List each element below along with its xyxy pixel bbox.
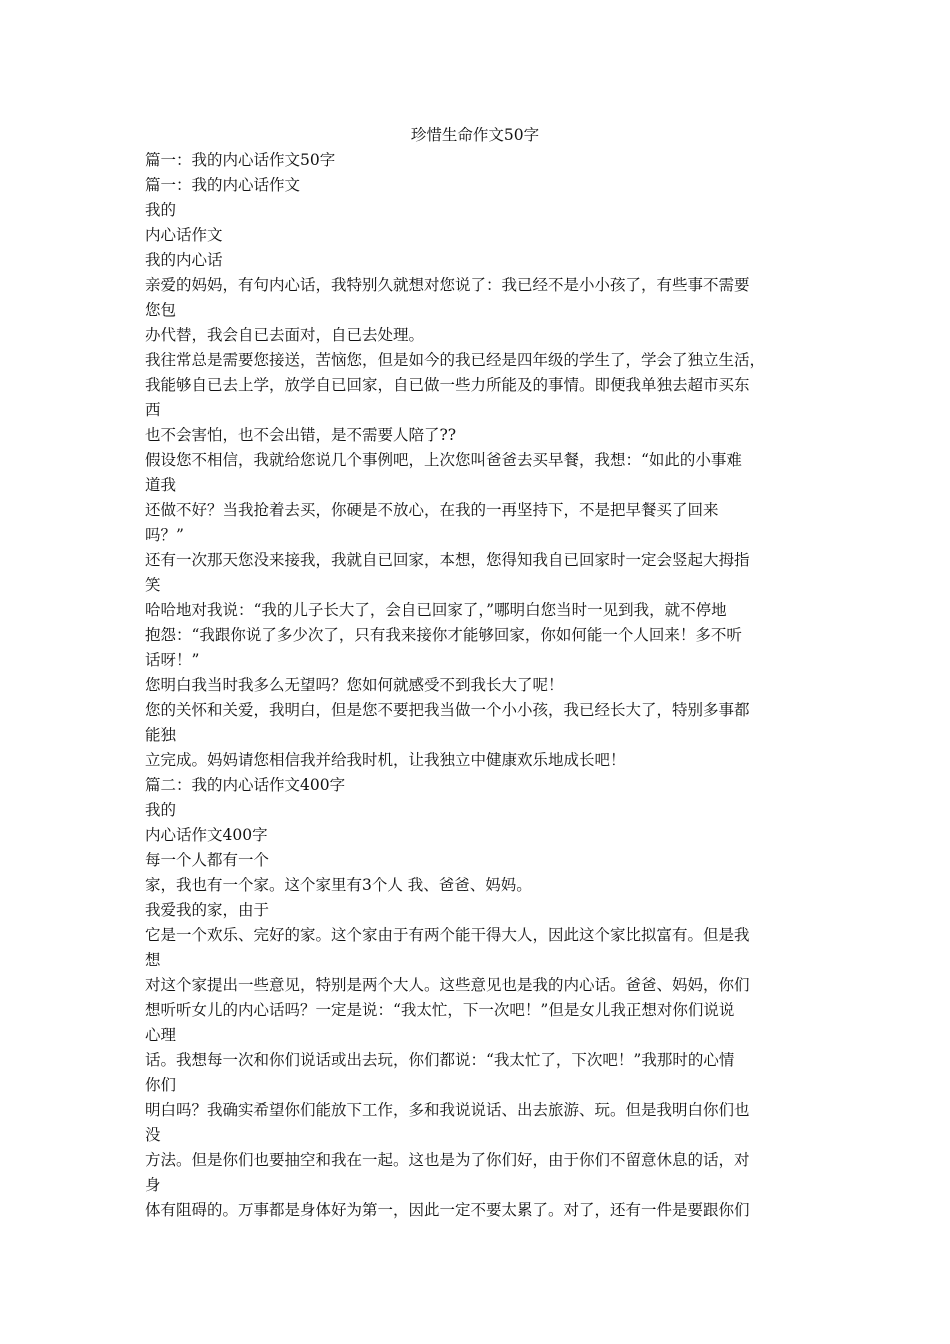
text-line: 你们 [145,1076,177,1094]
text-line: 没 [145,1126,161,1144]
text-line: 也不会害怕，也不会出错，是不需要人陪了?? [145,426,457,444]
document-body [145,148,810,1223]
text-line: 篇二：我的内心话作文400字 [145,776,346,794]
text-line: 想 [145,951,161,969]
text-line: 篇一：我的内心话作文 [145,176,301,194]
text-line: 哈哈地对我说：“我的儿子长大了，会自已回家了，”哪明白您当时一见到我，就不停地 [145,601,727,619]
text-line: 话呀！” [145,651,200,669]
text-line: 您的关怀和关爱，我明白，但是您不要把我当做一个小小孩，我已经长大了，特别多事都 [145,701,750,719]
text-line: 话。我想每一次和你们说话或出去玩，你们都说：“我太忙了，下次吧！”我那时的心情 [145,1051,735,1069]
text-line: 假设您不相信，我就给您说几个事例吧，上次您叫爸爸去买早餐，我想：“如此的小事难 [145,451,742,469]
text-line: 西 [145,401,161,419]
text-line: 篇一：我的内心话作文50字 [145,151,336,169]
text-line: 吗？” [145,526,184,544]
text-line: 还有一次那天您没来接我，我就自已回家，本想，您得知我自已回家时一定会竖起大拇指 [145,551,750,569]
text-line: 还做不好？当我抢着去买，你硬是不放心，在我的一再坚持下，不是把早餐买了回来 [145,501,719,519]
text-line: 您明白我当时我多么无望吗？您如何就感受不到我长大了呢！ [145,676,564,694]
text-line: 对这个家提出一些意见，特别是两个大人。这些意见也是我的内心话。爸爸、妈妈，你们 [145,976,750,994]
text-line: 道我 [145,476,177,494]
text-line: 内心话作文400字 [145,826,268,844]
text-line: 身 [145,1176,161,1194]
text-line: 立完成。妈妈请您相信我并给我时机，让我独立中健康欢乐地成长吧！ [145,751,626,769]
text-line: 心理 [145,1026,177,1044]
text-line: 明白吗？我确实希望你们能放下工作，多和我说说话、出去旅游、玩。但是我明白你们也 [145,1101,750,1119]
text-line: 笑 [145,576,161,594]
text-line: 我的内心话 [145,251,223,269]
text-line: 我能够自已去上学，放学自已回家，自已做一些力所能及的事情。即便我单独去超市买东 [145,376,750,394]
text-line: 体有阻碍的。万事都是身体好为第一，因此一定不要太累了。对了，还有一件是要跟你们 [145,1201,750,1219]
text-line: 亲爱的妈妈，有句内心话，我特别久就想对您说了：我已经不是小小孩了，有些事不需要 [145,276,750,294]
text-line: 我的 [145,801,177,819]
text-line: 我爱我的家，由于 [145,901,270,919]
text-line: 内心话作文 [145,226,223,244]
text-line: 想听听女儿的内心话吗？一定是说：“我太忙，下一次吧！”但是女儿我正想对你们说说 [145,1001,735,1019]
text-line: 每一个人都有一个 [145,851,270,869]
text-line: 抱怨：“我跟你说了多少次了，只有我来接你才能够回家，你如何能一个人回来！多不听 [145,626,742,644]
text-line: 能独 [145,726,177,744]
text-line: 我的 [145,201,177,219]
text-line: 我往常总是需要您接送，苦恼您，但是如今的我已经是四年级的学生了，学会了独立生活， [145,351,766,369]
text-line: 它是一个欢乐、完好的家。这个家由于有两个能干得大人，因此这个家比拟富有。但是我 [145,926,750,944]
text-line: 您包 [145,301,177,319]
text-line: 家，我也有一个家。这个家里有3个人 我、爸爸、妈妈。 [145,876,532,894]
text-line: 办代替，我会自已去面对，自已去处理。 [145,326,425,344]
document-title: 珍惜生命作文50字 [410,126,540,144]
text-line: 方法。但是你们也要抽空和我在一起。这也是为了你们好，由于你们不留意休息的话，对 [145,1151,750,1169]
